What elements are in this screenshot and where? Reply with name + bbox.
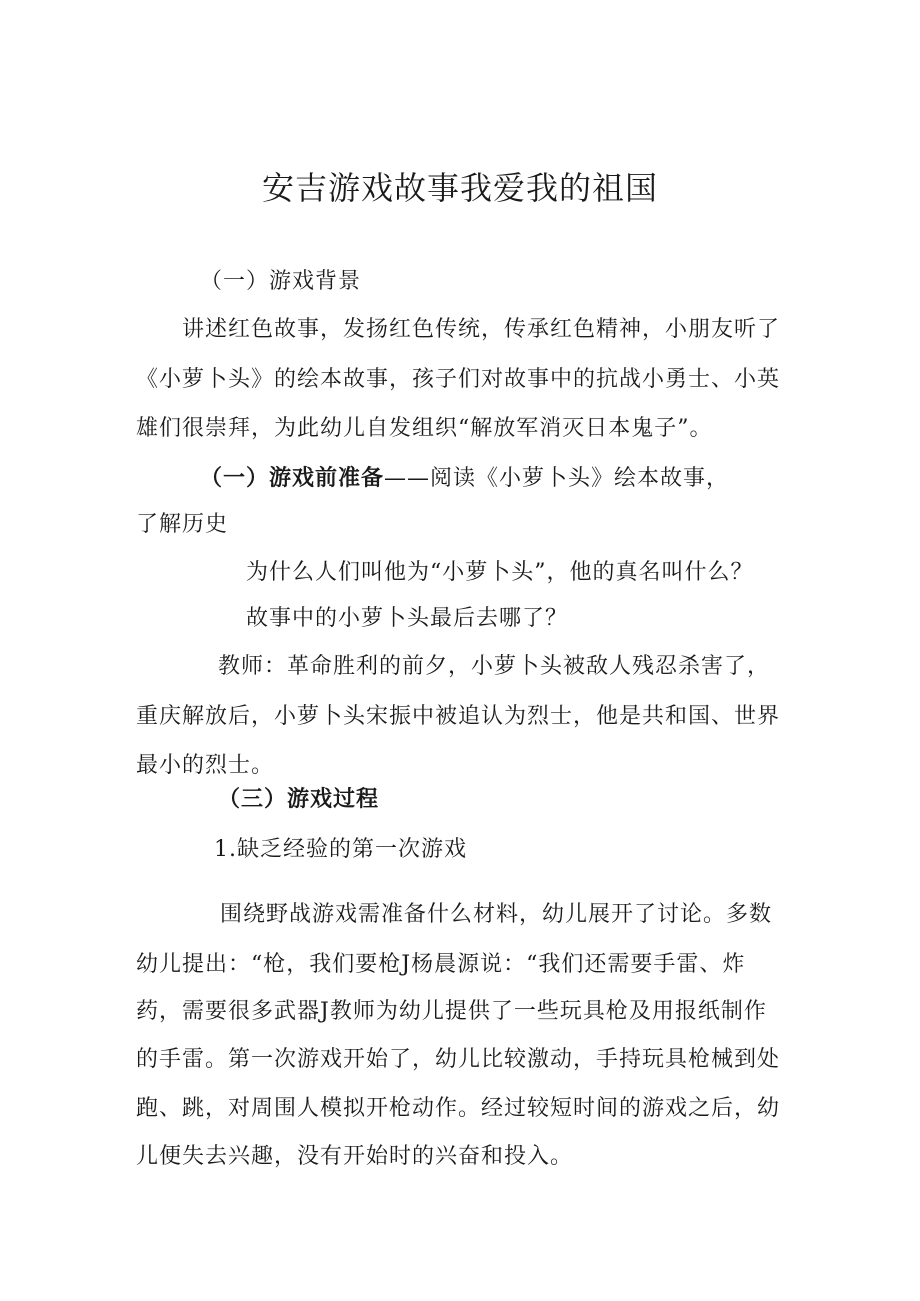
paragraph-line: 儿便失去兴趣，没有开始时的兴奋和投入。 (136, 1144, 574, 1169)
section-heading-process: （三）游戏过程 (218, 786, 380, 812)
document-title: 安吉游戏故事我爱我的祖国 (261, 169, 658, 207)
section-heading-rest: ——阅读《小萝卜头》绘本故事， (384, 466, 730, 491)
teacher-line: 重庆解放后，小萝卜头宋振中被追认为烈士，他是共和国、世界 (136, 704, 781, 729)
teacher-line: 教师：革命胜利的前夕，小萝卜头被敌人残忍杀害了， (218, 654, 771, 679)
paragraph-line: 跑、跳，对周围人模拟开枪动作。经过较短时间的游戏之后，幼 (136, 1096, 781, 1121)
paragraph-line: 药，需要很多武器J教师为幼儿提供了一些玩具枪及用报纸制作 (136, 999, 767, 1024)
question-line: 为什么人们叫他为“小萝卜头”，他的真名叫什么？ (246, 560, 754, 585)
paragraph-line: 《小萝卜头》的绘本故事，孩子们对故事中的抗战小勇士、小英 (136, 367, 781, 392)
paragraph-line: 幼儿提出：“枪，我们要枪J杨晨源说：“我们还需要手雷、炸 (136, 952, 746, 977)
paragraph-line: 雄们很崇拜，为此幼儿自发组织“解放军消灭日本鬼子”。 (136, 416, 713, 441)
section-heading-line2: 了解历史 (136, 512, 229, 537)
paragraph-line: 的手雷。第一次游戏开始了，幼儿比较激动，手持玩具枪械到处 (136, 1047, 781, 1072)
section-heading-preparation (200, 463, 729, 494)
section-heading-bold: （一）游戏前准备 (200, 465, 385, 491)
paragraph-line: 讲述红色故事，发扬红色传统，传承红色精神，小朋友听了 (182, 317, 781, 342)
teacher-line: 最小的烈士。 (136, 753, 275, 778)
question-line: 故事中的小萝卜头最后去哪了？ (246, 606, 569, 631)
paragraph-line: 围绕野战游戏需准备什么材料，幼儿展开了讨论。多数 (220, 902, 773, 927)
section-heading-background: （一）游戏背景 (200, 269, 362, 294)
subsection-heading: 1.缺乏经验的第一次游戏 (214, 837, 467, 862)
